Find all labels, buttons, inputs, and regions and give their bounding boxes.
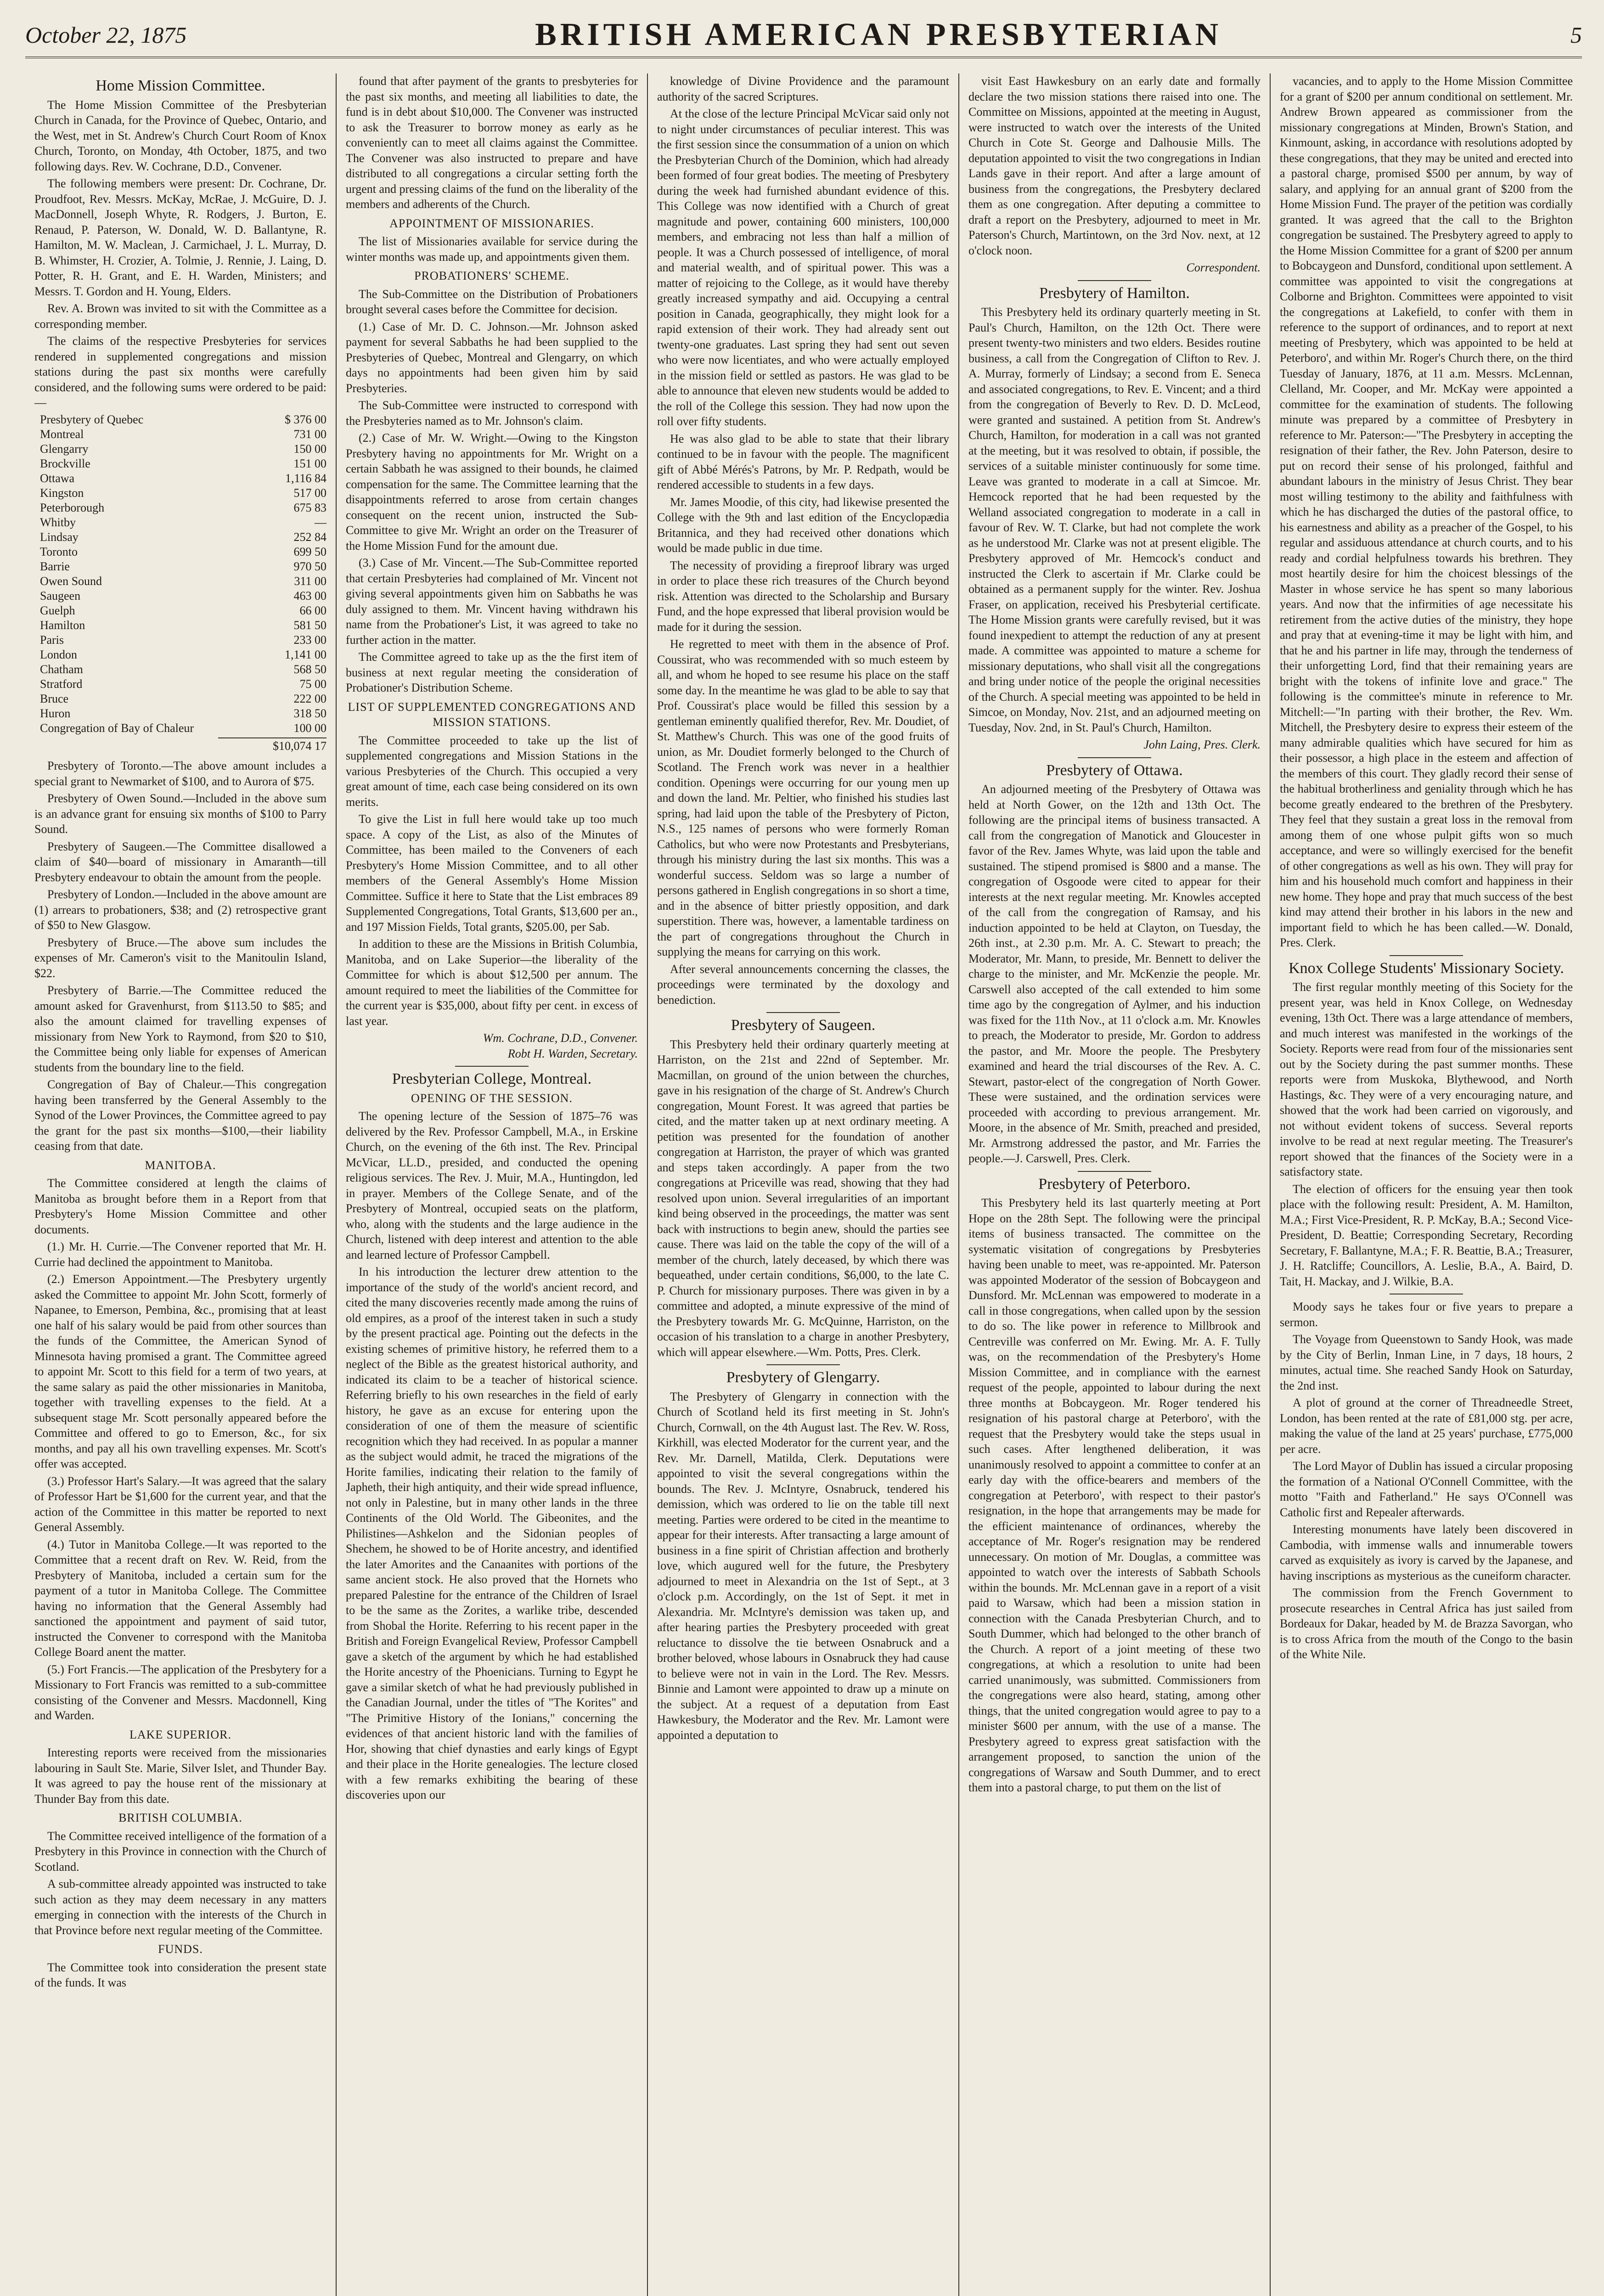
paragraph: The Sub-Committee on the Distribution of Probationers brought several cases before the Committee for decision.	[346, 287, 638, 316]
columns	[25, 73, 1582, 2296]
newspaper-title: BRITISH AMERICAN PRESBYTERIAN	[535, 17, 1222, 52]
article-heading: Presbytery of Glengarry.	[726, 1369, 880, 1386]
paragraph: Congregation of Bay of Chaleur.—This congregation having been transferred by the General Assembly to the Synod of the Lower Provinces, the Committee agreed to pay the grant for the past six months—$100,—their liability ceasing from that date.	[34, 1078, 326, 1153]
section-heading: LAKE SUPERIOR.	[129, 1728, 231, 1741]
paragraph: The Committee proceeded to take up the list of supplemented congregations and Mission Stations in the various Presbyteries of the Church. This occupied a very great amount of time, each case being considered on its own merits.	[346, 733, 638, 809]
grant-row	[34, 706, 326, 721]
divider	[1078, 757, 1151, 758]
grant-name: Glengarry	[40, 442, 89, 456]
paragraph: Presbytery of Bruce.—The above sum includes the expenses of Mr. Cameron's visit to the Manitoulin Island, $22.	[34, 935, 326, 980]
grant-name: Toronto	[40, 545, 78, 558]
paragraph: The claims of the respective Presbyteries for services rendered in supplemented congregations and mission stations during the past six months were carefully considered, and the following sums were ordered to be paid:—	[34, 334, 326, 409]
paragraph: The following members were present: Dr. Cochrane, Dr. Proudfoot, Rev. Messrs. McKay, McRae, J. McGuire, D. J. MacDonnell, Joseph Whyte, R. Rodgers, J. Burton, E. Renaud, P. Paterson, W. Donald, W. D. Ballantyne, R. Hamilton, M. W. Maclean, J. Carmichael, J. L. Murray, D. B. Whimster, H. Crozier, A. Tolmie, J. Rennie, J. Laing, D. Potter, R. H. Grant, and E. H. Warden, Ministers; and Messrs. T. Gordon and H. Young, Elders.	[34, 177, 326, 298]
section-heading: APPOINTMENT OF MISSIONARIES.	[389, 216, 594, 230]
grant-amount: 1,116 84	[285, 471, 326, 485]
article-heading: Presbytery of Saugeen.	[731, 1017, 876, 1034]
paragraph: The commission from the French Government to prosecute researches in Central Africa has just sailed from Bordeaux for Dakar, headed by M. de Brazza Savorgan, who is to cross Africa from the mouth of the Congo to the basin of the White Nile.	[1280, 1586, 1573, 1661]
paragraph: He was also glad to be able to state that their library continued to be in favour with the people. The magnificent gift of Abbé Mérés's Patrons, by Mr. P. Redpath, would be rendered accessible to students in a few days.	[657, 432, 949, 491]
divider	[1078, 1171, 1151, 1172]
paragraph: Presbytery of Owen Sound.—Included in the above sum is an advance grant for ensuing six months of $100 to Parry Sound.	[34, 792, 326, 836]
paragraph: found that after payment of the grants to presbyteries for the past six months, and meeting all liabilities to date, the fund is in debt about $10,000. The Convener was instructed to ask the Treasurer to borrow money as early as he conveniently can to meet all claims against the Committee. The Convener was also instructed to prepare and have distributed to all congregations a circular setting forth the urgent and pressing claims of the fund on the liberality of the members and adherents of the Church.	[346, 74, 638, 211]
grant-name: Owen Sound	[40, 574, 102, 588]
paragraph: (3.) Case of Mr. Vincent.—The Sub-Committee reported that certain Presbyteries had complained of Mr. Vincent not giving several appointments given him on Sabbaths he was duly assigned to them. Mr. Vincent having withdrawn his name from the Probationer's List, it was agreed to take no further action in the matter.	[346, 556, 638, 647]
article-heading: Knox College Students' Missionary Society.	[1289, 959, 1564, 977]
paragraph: A sub-committee already appointed was instructed to take such action as they may deem necessary in any matters emerging in connection with the interests of the Church in that Province before next regular meeting of the Committee.	[34, 1877, 326, 1937]
paragraph: vacancies, and to apply to the Home Mission Committee for a grant of $200 per annum conditional on settlement. Mr. Andrew Brown appeared as commissioner from the missionary congregations at Minden, Brown's Station, and Kinmount, asking, in accordance with resolutions adopted by these congregations, that they may be united and erected into a pastoral charge, promised $500 per annum, by way of salary, and applying for an annual grant of $200 from the Home Mission Fund. The prayer of the petition was cordially granted. It was agreed that the call to the Brighton congregation be sustained. The Presbytery agreed to apply to the Home Mission Committee for a grant of $200 per annum to Bobcaygeon and Dunsford, conditional upon settlement. A committee was appointed to visit the congregations at Colborne and Brighton. Committees were appointed to visit the congregations at Lakefield, to confer with them in reference to the support of ordinances, and to report at next meeting of Presbytery, which was appointed to be held at Peterboro', and within Mr. Roger's Church there, on the third Tuesday of January, 1876, at 11 a.m. Messrs. McLennan, Clelland, Mr. Cooper, and Mr. McKay were appointed a committee for the examination of students. The following minute was prepared by a committee of Presbytery in reference to Mr. Paterson:—"The Presbytery in accepting the resignation of their father, the Rev. John Paterson, desire to put on record their sense of his prolonged, faithful and abundant labours in the ministry of Jesus Christ. They bear most willing testimony to the ability and faithfulness with which he has discharged the duties of the pastoral office, to his earnestness and ability as a preacher of the Gospel, to his regular and assiduous attendance at church courts, and to his ready and cordial helpfulness towards his brethren. They most heartily desire for him the choicest blessings of the Master in whose service he has spent so many laborious years. And now that the infirmities of age necessitate his retirement from the active duties of the ministry, they hope and pray that at evening-time it may be light with him, and that he and his partner in life may, through the tenderness of their unforgetting Lord, find that their remaining years are bright with the tokens of infinite love and grace." The following is the committee's minute in reference to Mr. Mitchell:—"In parting with their brother, the Rev. Wm. Mitchell, the Presbytery desire to express their esteem of the many admirable qualities which have secured for him as their possessor, a high place in the esteem and affection of the members of this court. They gladly record their sense of the habitual brotherliness and geniality through which he has become greatly endeared to the brethren of the Presbytery. They feel that they sustain a great loss in the removal from among them of one whose pulpit gifts won so much acceptance, and were so willingly exercised for the benefit of other congregations as well as his own. They will pray for him and his household much comfort and happiness in their new home. They hope and pray that much success of the best kind may attend their brother in his labors in the new and important field to which he has been called.—W. Donald, Pres. Clerk.	[1280, 74, 1573, 949]
paragraph: (2.) Emerson Appointment.—The Presbytery urgently asked the Committee to appoint Mr. John Scott, formerly of Napanee, to Emerson, Pembina, &c., promising that at least one half of his salary would be paid from other sources than the funds of the Committee, the American Synod of Minnesota having promised a grant. The Committee agreed to appoint Mr. Scott to this field for a term of two years, at the same salary as paid the other missionaries in Manitoba, together with travelling expenses to the field. At a subsequent stage Mr. Scott personally appeared before the Committee and offered to go to Emerson, &c., for six months, and pay all his own travelling expenses. Mr. Scott's offer was accepted.	[34, 1272, 326, 1470]
paragraph: (1.) Case of Mr. D. C. Johnson.—Mr. Johnson asked payment for several Sabbaths he had been supplied to the Presbyteries of Quebec, Montreal and Glengarry, on which days no appointments had been given him by said Presbyteries.	[346, 320, 638, 395]
paragraph: After several announcements concerning the classes, the proceedings were terminated by the doxology and benediction.	[657, 962, 949, 1007]
grant-amount: 100 00	[293, 721, 326, 735]
grant-row	[34, 633, 326, 647]
paragraph: Moody says he takes four or five years to prepare a sermon.	[1280, 1300, 1573, 1329]
grant-amount: 581 50	[293, 618, 326, 632]
divider	[1078, 280, 1151, 281]
grant-row	[34, 647, 326, 662]
grant-amount: 311 00	[294, 574, 326, 588]
paragraph: Interesting reports were received from the missionaries labouring in Sault Ste. Marie, Silver Islet, and Thunder Bay. It was agreed to pay the house rent of the missionary at Thunder Bay from this date.	[34, 1746, 326, 1806]
paragraph: The Home Mission Committee of the Presbyterian Church in Canada, for the Province of Quebec, Ontario, and the West, met in St. Andrew's Church Court Room of Knox Church, Toronto, on Monday, 4th October, 1875, and two following days. Rev. W. Cochrane, D.D., Convener.	[34, 98, 326, 173]
divider	[455, 1066, 529, 1067]
section-heading: OPENING OF THE SESSION.	[411, 1091, 573, 1105]
grant-row	[34, 486, 326, 501]
grant-amount: 970 50	[293, 559, 326, 573]
divider	[766, 1364, 840, 1365]
issue-date: October 22, 1875	[25, 22, 187, 48]
article-heading: Presbytery of Hamilton.	[1039, 284, 1190, 302]
paragraph: The Voyage from Queenstown to Sandy Hook, was made by the City of Berlin, Inman Line, in 7 days, 18 hours, 2 minutes, actual time. She reached Sandy Hook on Saturday, the 2nd inst.	[1280, 1333, 1573, 1392]
paragraph: Presbytery of Barrie.—The Committee reduced the amount asked for Gravenhurst, from $113.50 to $85; and also the amount claimed for travelling expenses of missionary from New York to Raymond, from $20 to $10, the Committee being only liable for expenses of American students from the boundary line to the field.	[34, 984, 326, 1074]
article-heading: Presbytery of Ottawa.	[1046, 761, 1183, 779]
paragraph: (2.) Case of Mr. W. Wright.—Owing to the Kingston Presbytery having no appointments for Mr. Wright on a certain Sabbath he was assigned to their bounds, he claimed compensation for the same. The Committee learning that the disappointments referred to arose from certain changes consequent on the recent union, instructed the Sub-Committee to give Mr. Wright an order on the Treasurer of the Home Mission Fund for the amount due.	[346, 431, 638, 552]
paragraph: (3.) Professor Hart's Salary.—It was agreed that the salary of Professor Hart be $1,600 for the current year, and that the action of the Committee in this matter be reported to next General Assembly.	[34, 1474, 326, 1534]
section-heading: PROBATIONERS' SCHEME.	[414, 269, 569, 282]
grant-amount: 222 00	[293, 692, 326, 705]
paragraph: The Committee took into consideration the present state of the funds. It was	[34, 1960, 326, 1989]
grant-name: Chatham	[40, 662, 83, 676]
paragraph: (5.) Fort Francis.—The application of the Presbytery for a Missionary to Fort Francis was remitted to a sub-committee consisting of the Convener and Messrs. Macdonnell, King and Warden.	[34, 1662, 326, 1722]
grant-amount: 151 00	[293, 456, 326, 470]
paragraph: The Presbytery of Glengarry in connection with the Church of Scotland held its first meeting in St. John's Church, Cornwall, on the 4th August last. The Rev. W. Ross, Kirkhill, was elected Moderator for the current year, and the Rev. Mr. Darnell, Matilda, Clerk. Deputations were appointed to visit the several congregations within the bounds. The Rev. J. McIntyre, Osnabruck, tendered his demission, which was ordered to lie on the table till next meeting. Parties were ordered to be cited in the meantime to appear for their interests. After transacting a large amount of business in a fine spirit of Christian affection and brotherly love, which augured well for the future, the Presbytery adjourned to meet in Alexandria on the 1st of Sept., at 3 o'clock p.m. Accordingly, on the 1st of Sept. it met in Alexandria. Mr. McIntyre's demission was taken up, and after hearing parties the Presbytery proceeded with great reluctance to dissolve the tie between Osnabruck and a brother beloved, whose labours in Osnabruck they had cause to believe were not in vain in the Lord. The Rev. Messrs. Binnie and Lamont were appointed to draw up a minute on the subject. At a request of a deputation from East Hawkesbury, the Moderator and the Rev. Mr. Lamont were appointed a deputation to	[657, 1390, 949, 1742]
column-5	[1271, 73, 1582, 2296]
grant-name: Kingston	[40, 486, 84, 500]
paragraph: The opening lecture of the Session of 1875–76 was delivered by the Rev. Professor Campbell, M.A., in Erskine Church, on the evening of the 6th inst. The Rev. Principal McVicar, LL.D., presided, and conducted the opening religious services. The Rev. J. Muir, M.A., Huntingdon, led in prayer. Members of the College Senate, and of the Presbytery of Montreal, occupied seats on the platform, who, along with the students and the large audience in the Church, listened with deep interest and attention to the able and learned lecture of Professor Campbell.	[346, 1109, 638, 1261]
grant-amount: 568 50	[293, 662, 326, 676]
grant-amount: $ 376 00	[285, 412, 326, 426]
grants-total: $10,074 17	[218, 737, 326, 754]
paragraph: The necessity of providing a fireproof library was urged in order to place these rich treasures of the Church beyond risk. Attention was directed to the Scholarship and Bursary Fund, and the hope expressed that liberal provision would be made for it during the session.	[657, 558, 949, 634]
grant-row	[34, 530, 326, 545]
grant-row	[34, 471, 326, 486]
paragraph: To give the List in full here would take up too much space. A copy of the List, as also of the Minutes of Committee, has been mailed to the Conveners of each Presbytery's Home Mission Committee, and to all other members of the General Assembly's Home Mission Committee. Suffice it here to State that the List embraces 89 Supplemented Congregations, Total Grants, $13,600 per an., and 197 Mission Fields, Total grants, $205.00, per Sab.	[346, 812, 638, 934]
grant-row	[34, 442, 326, 456]
paragraph: An adjourned meeting of the Presbytery of Ottawa was held at North Gower, on the 12th and 13th Oct. The following are the principal items of business transacted. A call from the congregation of Manotick and Gloucester in favor of the Rev. James Whyte, was laid upon the table and sustained. The stipend promised is $800 and a manse. The congregation of Osgoode were cited to appear for their interests at the next regular meeting. Mr. Knowles accepted of the call from the congregation of Ramsay, and his induction appointed to be held at Clayton, on Tuesday, the 26th inst., at 2.30 p.m. Mr. A. C. Stewart to preach; the Moderator, Mr. Mann, to preside, Mr. Bennett to deliver the charge to the minister, and Mr. McKenzie the people. Mr. Carswell also accepted of the call extended to him some time ago by the congregation of Aylmer, and his induction was fixed for the 11th Nov., at 11 o'clock a.m. Mr. Knowles to preach, the Moderator to preside, Mr. Gordon to address the pastor, and Mr. Moore the people. The Presbytery examined and heard the trial discourses of the Rev. A. C. Stewart, pastor-elect of the congregation of North Gower. These were sustained, and the ordination services were proceeded with according to previous arrangement. Mr. Moore, in the absence of Mr. Smith, preached and presided, Mr. Armstrong addressed the pastor, and Mr. Farries the people.—J. Carswell, Pres. Clerk.	[968, 782, 1261, 1165]
grant-row	[34, 501, 326, 515]
paragraph: The first regular monthly meeting of this Society for the present year, was held in Knox College, on Wednesday evening, 13th Oct. There was a large attendance of members, and much interest was manifested in the workings of the Society. Reports were read from four of the missionaries sent out by the Society during the past summer months. These reports were from Muskoka, Blythewood, and North Hastings, &c. They were of a very encouraging nature, and showed that the work had been carried on vigorously, and not without evident tokens of success. Several reports involve to be read at next regular meeting. The Treasurer's report showed that the finances of the Society were in a satisfactory state.	[1280, 980, 1573, 1178]
paragraph: Interesting monuments have lately been discovered in Cambodia, with immense walls and innumerable towers carved as exquisitely as ivory is carved by the Japanese, and having inscriptions as mysterious as the cuneiform character.	[1280, 1523, 1573, 1582]
grant-row	[34, 456, 326, 471]
column-1	[25, 73, 337, 2296]
masthead	[25, 13, 1582, 58]
grant-row	[34, 545, 326, 559]
grant-amount: 66 00	[299, 603, 326, 617]
grant-amount: 731 00	[293, 427, 326, 441]
grant-name: Lindsay	[40, 530, 79, 544]
grant-row	[34, 515, 326, 530]
grant-row	[34, 692, 326, 706]
paragraph: Rev. A. Brown was invited to sit with the Committee as a corresponding member.	[34, 302, 326, 331]
paragraph: This Presbytery held its last quarterly meeting at Port Hope on the 28th Sept. The following were the principal items of business transacted. The committee on the systematic visitation of congregations by Presbyteries having been unable to meet, was re-appointed. Mr. Paterson was appointed Moderator of the session of Bobcaygeon and Dunsford. Mr. McLennan was empowered to moderate in a call in those congregations, when called upon by the session to do so. The like power in reference to Millbrook and Centreville was conferred on Mr. Ewing. Mr. A. F. Tully was, on the recommendation of the Presbytery's Home Mission Committee, and in compliance with the earnest request of the people, appointed to labour during the next three months at Bobcaygeon. Mr. Roger tendered his resignation of his pastoral charge at Peterboro', with the request that the Presbytery would take the steps usual in such cases. After lengthened deliberation, it was unanimously resolved to appoint a committee to confer at an early day with the office-bearers and members of the congregation at Peterboro', with respect to their pastor's resignation, in the hope that arrangements may be made for the efficient maintenance of ordinances, whereby the acceptance of Mr. Roger's resignation may be rendered unnecessary. On motion of Mr. Douglas, a committee was appointed to watch over the interests of Sabbath Schools within the bounds. Mr. McLennan gave in a report of a visit paid to Warsaw, which had been a mission station in connection with the Canada Presbyterian Church, and to South Dummer, which had belonged to the other branch of the Church. A report of a joint meeting of these two congregations, at which a resolution to unite had been carried unanimously, was submitted. Commissioners from the congregations were also heard, stating, among other things, that the united congregation would agree to pay to a minister $600 per annum, with the use of a manse. The Presbytery agreed to express great satisfaction with the arrangement proposed, to sanction the union of the congregations of Warsaw and South Dummer, and to erect them into a pastoral charge, to put them on the list of	[968, 1196, 1261, 1794]
grants-table	[34, 412, 326, 736]
grant-row	[34, 662, 326, 677]
grant-row	[34, 721, 326, 736]
grant-amount: 252 84	[293, 530, 326, 544]
paragraph: Presbytery of Saugeen.—The Committee disallowed a claim of $40—board of missionary in Amaranth—till Presbytery endeavour to obtain the amount from the people.	[34, 839, 326, 884]
section-heading: FUNDS.	[158, 1942, 203, 1956]
paragraph: In his introduction the lecturer drew attention to the importance of the study of the world's ancient record, and cited the many discoveries recently made among the ruins of old empires, as a proof of the interest taken in such a study by the present practical age. Pointing out the defects in the existing schemes of primitive history, he referred them to a neglect of the Bible as the greatest historical authority, and indicated its claim to be a teacher of historical science. Referring briefly to his own researches in the field of early history, he gave as an excuse for entering upon the consideration of one of them the measure of scientific recognition which they had received. In as popular a manner as the subject would admit, he traced the migrations of the Horite families, indicating their relation to the family of Japheth, their high antiquity, and their wide spread influence, not only in Palestine, but in many other lands in the three Continents of the Old World. The Gibeonites, and the Philistines—Ashkelon and the Sidonian peoples of Shechem, he showed to be of Horite ancestry, and identified the later Amorites and the Canaanites with portions of the same ancient stock. He also proved that the Hornets who prepared Palestine for the entrance of the Children of Israel to be the same as the Zorites, a warlike tribe, descended from Shobal the Horite. Referring to his recent paper in the British and Foreign Evangelical Review, Professor Campbell gave a sketch of the argument by which he had established the Horite ancestry of the Phoenicians. Turning to Egypt he gave a similar sketch of what he had previously published in the Canadian Journal, under the titles of "The Korites" and "The Primitive History of the Ionians," concerning the evidences of that ancient historic land with the families of Hor, showing that chief dynasties and early kings of Egypt and their place in the Horite genealogies. The lecture closed with a few remarks exhibiting the bearing of these discoveries upon our	[346, 1265, 638, 1801]
divider	[1390, 955, 1463, 956]
paragraph: Presbytery of Toronto.—The above amount includes a special grant to Newmarket of $100, and to Aurora of $75.	[34, 759, 326, 788]
column-4	[959, 73, 1271, 2296]
grant-name: Peterborough	[40, 501, 105, 514]
paragraph: (4.) Tutor in Manitoba College.—It was reported to the Committee that a recent draft on Rev. W. Reid, from the Presbytery of Manitoba, included a certain sum for the payment of a tutor in Manitoba College. The Committee having no information that the General Assembly had sanctioned the appointment and payment of said tutor, instructed the Convener to correspond with the Manitoba College Board anent the matter.	[34, 1537, 326, 1659]
grant-name: Stratford	[40, 677, 83, 691]
column-3	[648, 73, 959, 2296]
grant-name: Montreal	[40, 427, 84, 441]
paragraph: The Committee agreed to take up as the the first item of business at next regular meeting the consideration of Probationer's Distribution Scheme.	[346, 650, 638, 694]
paragraph: visit East Hawkesbury on an early date and formally declare the two mission stations there raised into one. The Committee on Missions, appointed at the meeting in August, were instructed to watch over the interests of the United Church in Cote St. George and Dalhousie Mills. The deputation appointed to visit the two congregations in Indian Lands gave in their report. And after a large amount of business from the congregations, the Presbytery declared them as one congregation. After deputing a committee to draft a report on the Presbytery, adjourned to meet in Mr. Paterson's Church, Martintown, on the 3rd Nov. next, at 12 o'clock noon.	[968, 74, 1261, 257]
grant-name: Ottawa	[40, 471, 75, 485]
grant-row	[34, 412, 326, 427]
paragraph: Mr. James Moodie, of this city, had likewise presented the College with the 9th and last edition of the Encyclopædia Britannica, and they had received other donations which would be made public in due time.	[657, 495, 949, 555]
article-heading: Presbytery of Peterboro.	[1038, 1175, 1191, 1193]
grant-amount: 150 00	[293, 442, 326, 456]
paragraph: This Presbytery held their ordinary quarterly meeting at Harriston, on the 21st and 22nd of September. Mr. Macmillan, on ground of the union between the churches, gave in his resignation of the charge of St. Andrew's Church congregation, Mount Forest. It was agreed that parties be cited, and the matter taken up at next ordinary meeting. A petition was presented for the foundation of another congregation at Harriston, the prayer of which was granted and steps taken accordingly. A paper from the two congregations at Priceville was read, showing that they had resolved upon union. Several irregularities of an important kind being observed in the proceedings, the matter was sent back with instructions to begin anew, should the parties see cause. There was laid on the table the copy of the will of a member of the church, lately deceased, by which there was bequeathed, under certain conditions, $6,000, to the late C. P. Church for missionary purposes. There was given in by a committee and adopted, a minute expressive of the mind of the Presbytery towards Mr. G. McQuinne, Harriston, on the occasion of his translation to a charge in another Presbytery, which will appear elsewhere.—Wm. Potts, Pres. Clerk.	[657, 1037, 949, 1359]
paragraph: Presbytery of London.—Included in the above amount are (1) arrears to probationers, $38; and (2) retrospective grant of $50 to New Glasgow.	[34, 888, 326, 932]
grant-row	[34, 618, 326, 633]
paragraph: In addition to these are the Missions in British Columbia, Manitoba, and on Lake Superior—the liberality of the Committee for which is about $12,500 per annum. The amount required to meet the liabilities of the Committee for the current year is $35,000, about fifty per cent. in excess of last year.	[346, 937, 638, 1028]
section-heading: BRITISH COLUMBIA.	[118, 1811, 242, 1824]
grant-name: Brockville	[40, 456, 90, 470]
grant-row	[34, 427, 326, 442]
grant-amount: 318 50	[293, 706, 326, 720]
paragraph: He regretted to meet with them in the absence of Prof. Coussirat, who was recommended with so much esteem by all, and whom he hoped to see resume his place on the staff some day. In the meantime he was glad to be able to say that Prof. Coussirat's place would be filled this session by a gentleman eminently qualified therefor, Rev. Mr. Doudiet, of St. Matthew's Church. This was one of the good fruits of union, as Mr. Doudiet formerly belonged to the Church of Scotland. The French work was never in a healthier condition. Openings were occurring for our young men up and down the land. Mr. Peltier, who finished his studies last spring, had laid upon the table of the Presbytery of Picton, N.S., 125 names of persons who were formerly Roman Catholics, but who were now Protestants and Presbyterians, through his ministry during the last six months. This was a wonderful success. Seldom was so large a number of persons gathered in English congregations in so short a time, and in the absence of bitter priestly opposition, and dark superstition. There was, however, a lamentable tardiness on the part of congregations throughout the Church in supplying the means for carrying on this work.	[657, 637, 949, 958]
section-heading: LIST OF SUPPLEMENTED CONGREGATIONS AND MISSION STATIONS.	[348, 700, 636, 729]
grant-row	[34, 603, 326, 618]
grant-name: Paris	[40, 633, 64, 647]
grant-row	[34, 677, 326, 692]
grant-name: Huron	[40, 706, 71, 720]
grant-amount: 233 00	[293, 633, 326, 647]
grant-amount: 699 50	[293, 545, 326, 558]
paragraph: The election of officers for the ensuing year then took place with the following result: President, A. M. Hamilton, M.A.; First Vice-President, R. P. McKay, B.A.; Second Vice-President, D. Beattie; Corresponding Secretary, Recording Secretary, F. Ballantyne, M.A.; F. R. Beattie, B.A.; Treasurer, J. H. Ratcliffe; Councillors, A. Leslie, B.A., A. Baird, D. Tait, H. Mackay, and J. Wilkie, B.A.	[1280, 1182, 1573, 1288]
grant-amount: 675 83	[293, 501, 326, 514]
grant-name: Presbytery of Quebec	[40, 412, 144, 426]
grant-row	[34, 589, 326, 603]
grant-amount: 517 00	[293, 486, 326, 500]
grant-row	[34, 574, 326, 589]
grant-amount: 75 00	[299, 677, 326, 691]
grant-name: Whitby	[40, 515, 76, 529]
article-heading: Presbyterian College, Montreal.	[392, 1070, 592, 1087]
paragraph: The Committee considered at length the claims of Manitoba as brought before them in a Report from that Presbytery's Home Mission Committee and other documents.	[34, 1176, 326, 1236]
signature: Correspondent.	[1186, 261, 1261, 274]
grant-amount: 463 00	[293, 589, 326, 602]
grant-amount: —	[315, 515, 326, 529]
grant-name: London	[40, 647, 77, 661]
signature: John Laing, Pres. Clerk.	[1143, 738, 1261, 751]
paragraph: The Committee received intelligence of the formation of a Presbytery in this Province in connection with the Church of Scotland.	[34, 1829, 326, 1874]
grant-row	[34, 559, 326, 574]
section-heading: MANITOBA.	[145, 1158, 216, 1172]
divider	[766, 1012, 840, 1013]
paragraph: This Presbytery held its ordinary quarterly meeting in St. Paul's Church, Hamilton, on the 12th Oct. There were present twenty-two ministers and two elders. Besides routine business, a call from the Congregation of Clifton to Rev. J. A. Murray, formerly of Lindsay; a second from E. Seneca and associated congregations, to Rev. E. Vincent; and a third from the congregation of Beverly to Rev. D. D. McLeod, were granted and sustained. A petition from St. Andrew's Church, Hamilton, for moderation in a call was not granted at the meeting, but it was resolved to obtain, if possible, the services of a suitable minister continuously for some time. Leave was granted to moderate in a call at Simcoe. Mr. Hemcock reported that he had been requested by the Welland associated congregation to moderate in a call in favour of Rev. W. T. Clarke, but had not complete the work as he understood Mr. Clarke was not at present eligible. The Presbytery approved of Mr. Hemcock's conduct and instructed the Clerk to ascertain if Mr. Clarke could be obtained as a permanent supply for the winter. Rev. Joshua Fraser, on application, received his Presbyterial certificate. The Home Mission grants were carefully revised, but it was found inexpedient to attempt the reduction of any at present made. A committee was appointed to mature a scheme for missionary deputations, who shall visit all the congregations and bring under notice of the people the original necessities of the Church. A special meeting was appointed to be held in Simcoe, on Monday, Nov. 21st, and an adjourned meeting on Tuesday, Nov. 2nd, in St. Paul's Church, Hamilton.	[968, 305, 1261, 734]
paragraph: The Sub-Committee were instructed to correspond with the Presbyteries named as to Mr. Johnson's claim.	[346, 399, 638, 428]
paragraph: knowledge of Divine Providence and the paramount authority of the sacred Scriptures.	[657, 74, 949, 103]
grant-name: Barrie	[40, 559, 70, 573]
paragraph: The Lord Mayor of Dublin has issued a circular proposing the formation of a National O'Connell Committee, with the motto "Faith and Fatherland." He says O'Connell was Catholic first and Repealer afterwards.	[1280, 1459, 1573, 1519]
signature: Wm. Cochrane, D.D., Convener.	[483, 1031, 638, 1045]
grant-name: Congregation of Bay of Chaleur	[40, 721, 194, 735]
paragraph: The list of Missionaries available for service during the winter months was made up, and appointments given them.	[346, 235, 638, 264]
grant-name: Guelph	[40, 603, 75, 617]
paragraph: A plot of ground at the corner of Threadneedle Street, London, has been rented at the rate of £81,000 stg. per acre, making the value of the land at 25 years' purchase, £775,000 per acre.	[1280, 1396, 1573, 1456]
grant-name: Hamilton	[40, 618, 85, 632]
grant-name: Saugeen	[40, 589, 81, 602]
column-2	[337, 73, 648, 2296]
grant-amount: 1,141 00	[285, 647, 326, 661]
signature: Robt H. Warden, Secretary.	[507, 1047, 638, 1060]
article-heading: Home Mission Committee.	[96, 77, 265, 94]
page-number: 5	[1570, 22, 1582, 48]
grant-name: Bruce	[40, 692, 69, 705]
paragraph: At the close of the lecture Principal McVicar said only not to night under circumstances of peculiar interest. This was the first session since the consummation of a union on which the Presbyterian Church of the Dominion, which had already been formed of four great bodies. The meeting of Presbytery during the week had furnished abundant evidence of this. This College was now identified with a Church of great magnitude and power, containing 600 ministers, 100,000 members, and embracing not less than half a million of people. It was a Church possessed of intelligence, of moral and material wealth, and of spiritual power. This was a matter of rejoicing to the College, as it would have thereby greatly increased sympathy and aid. Occupying a central position in Canada, geographically, they might look for a rapid extension of their work. They had already sent out twenty-one graduates. Last spring they had sent out seven who were now licentiates, and who were actually employed in the mission field or settled as pastors. He was glad to be able to announce that eleven new students would be added to the roll of the College this session. They had now upon the roll over fifty students.	[657, 107, 949, 428]
paragraph: (1.) Mr. H. Currie.—The Convener reported that Mr. H. Currie had declined the appointment to Manitoba.	[34, 1240, 326, 1269]
